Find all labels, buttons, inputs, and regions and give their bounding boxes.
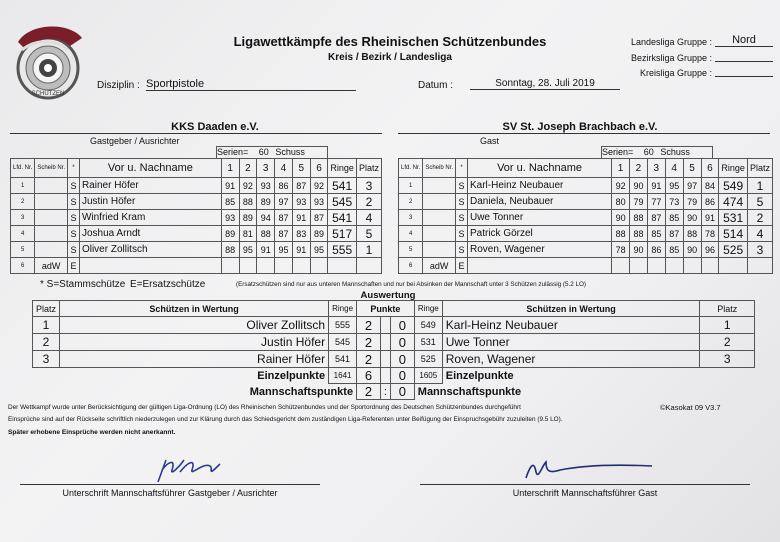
row-scheib	[35, 210, 68, 226]
row-series-2: 95	[239, 242, 257, 258]
row-series-3: 88	[257, 226, 275, 242]
row-series-4: 87	[275, 226, 293, 242]
row-series-6: 87	[310, 210, 328, 226]
row-platz: 2	[747, 210, 772, 226]
row-lfd: 2	[399, 194, 423, 210]
auswertung-row	[33, 351, 755, 368]
row-platz	[356, 258, 381, 274]
home-col-star: *	[68, 159, 80, 178]
home-header-row	[11, 159, 382, 178]
guest-col-series-2: 2	[630, 159, 648, 178]
row-name: Joshua Arndt	[79, 226, 221, 242]
home-shots-label: Schuss	[275, 147, 305, 157]
row-name: Roven, Wagener	[467, 242, 611, 258]
table-row	[399, 210, 773, 226]
row-type: S	[68, 226, 80, 242]
mannschaft-label-left: Mannschaftspunkte	[249, 385, 354, 398]
home-col-series-2: 2	[239, 159, 257, 178]
home-club-divider	[10, 133, 382, 134]
home-col-lfd: Lfd. Nr.	[11, 159, 35, 178]
legend-stamm: * S=Stammschütze	[40, 279, 126, 290]
row-name: Patrick Görzel	[467, 226, 611, 242]
row-scheib	[35, 242, 68, 258]
mannschaft-points-left: 2	[357, 384, 381, 400]
row-ringe: 555	[328, 242, 357, 258]
row-series-4: 95	[275, 242, 293, 258]
landesliga-value: Nord	[715, 34, 773, 47]
mannschaft-points-right: 0	[390, 384, 414, 400]
row-series-4	[275, 258, 293, 274]
footer-line-1: Der Wettkampf wurde unter Berücksichtigung der gültigen Liga-Ordnung (LO) des Rheinischen Schützenbundes und der Sportordnung des Deutschen Schützenbundes durchgeführt	[8, 404, 521, 411]
home-series-count: 60	[258, 147, 269, 157]
row-series-1: 89	[221, 226, 239, 242]
row-scheib	[423, 242, 456, 258]
row-scheib: adW	[35, 258, 68, 274]
mannschaft-label-right: Mannschaftspunkte	[417, 385, 522, 398]
row-series-2: 92	[239, 178, 257, 194]
row-lfd: 3	[399, 210, 423, 226]
table-row	[11, 194, 382, 210]
row-series-6: 91	[701, 210, 719, 226]
aw-name-left: Rainer Höfer	[60, 351, 329, 368]
home-club-name: KKS Daaden e.V.	[171, 121, 259, 133]
row-lfd: 4	[11, 226, 35, 242]
datum-value: Sonntag, 28. Juli 2019	[470, 78, 620, 90]
row-scheib	[423, 178, 456, 194]
aw-ringe-left: 545	[329, 334, 357, 351]
row-lfd: 1	[11, 178, 35, 194]
row-name: Winfried Kram	[79, 210, 221, 226]
guest-score-table	[398, 158, 773, 274]
row-ringe: 541	[328, 178, 357, 194]
guest-col-series-5: 5	[683, 159, 701, 178]
row-series-5	[292, 258, 310, 274]
home-role: Gastgeber / Ausrichter	[90, 136, 180, 146]
disziplin-value: Sportpistole	[146, 78, 356, 91]
row-type: S	[68, 210, 80, 226]
row-series-3: 89	[257, 194, 275, 210]
table-row	[399, 194, 773, 210]
signature-left-line	[20, 484, 320, 485]
table-row	[11, 258, 382, 274]
row-series-1: 93	[221, 210, 239, 226]
bezirksliga-label: Bezirksliga Gruppe :	[630, 53, 712, 63]
guest-shots-label: Schuss	[660, 147, 690, 157]
row-series-1	[221, 258, 239, 274]
row-series-1: 88	[221, 242, 239, 258]
row-series-2: 88	[630, 226, 648, 242]
home-col-scheib: Scheib Nr.	[35, 159, 68, 178]
row-platz: 2	[356, 194, 381, 210]
row-series-1: 85	[221, 194, 239, 210]
row-series-6: 96	[701, 242, 719, 258]
row-series-5: 97	[683, 178, 701, 194]
row-series-4: 73	[665, 194, 683, 210]
aw-platz-right: 3	[700, 351, 755, 368]
row-series-3: 77	[647, 194, 665, 210]
aw-points-gap	[380, 351, 390, 368]
guest-col-name: Vor u. Nachname	[467, 159, 611, 178]
row-type: E	[456, 258, 468, 274]
aw-points-left: 2	[357, 351, 381, 368]
aw-name-left: Justin Höfer	[60, 334, 329, 351]
aw-name-right: Karl-Heinz Neubauer	[442, 317, 700, 334]
row-ringe	[328, 258, 357, 274]
row-series-3: 85	[647, 226, 665, 242]
row-series-1: 92	[612, 178, 630, 194]
row-series-1	[612, 258, 630, 274]
table-row	[11, 210, 382, 226]
row-type: E	[68, 258, 80, 274]
guest-col-series-1: 1	[612, 159, 630, 178]
row-ringe: 517	[328, 226, 357, 242]
row-series-5: 79	[683, 194, 701, 210]
row-ringe	[719, 258, 748, 274]
row-type: S	[456, 210, 468, 226]
home-col-series-1: 1	[221, 159, 239, 178]
guest-club-divider	[398, 133, 770, 134]
bezirksliga-value	[715, 50, 773, 62]
row-ringe: 474	[719, 194, 748, 210]
row-type: S	[456, 242, 468, 258]
logo-text: SCHÜTZEN	[31, 91, 65, 97]
table-row	[11, 242, 382, 258]
row-ringe: 514	[719, 226, 748, 242]
table-row	[11, 226, 382, 242]
row-type: S	[456, 194, 468, 210]
home-col-series-4: 4	[275, 159, 293, 178]
auswertung-table	[32, 300, 755, 400]
landesliga-label: Landesliga Gruppe :	[630, 37, 712, 47]
row-series-5: 87	[292, 178, 310, 194]
row-series-5	[683, 258, 701, 274]
aw-points-left: 2	[357, 334, 381, 351]
row-ringe: 545	[328, 194, 357, 210]
home-col-series-3: 3	[257, 159, 275, 178]
row-series-2: 89	[239, 210, 257, 226]
row-ringe: 549	[719, 178, 748, 194]
row-series-5: 83	[292, 226, 310, 242]
row-scheib	[35, 226, 68, 242]
row-series-3: 86	[647, 242, 665, 258]
auswertung-row	[33, 317, 755, 334]
row-series-2: 90	[630, 178, 648, 194]
row-scheib	[423, 226, 456, 242]
row-series-6: 93	[310, 194, 328, 210]
einzel-points-right: 0	[390, 368, 414, 384]
aw-platz-left: 1	[33, 317, 60, 334]
row-series-2	[630, 258, 648, 274]
row-name: Uwe Tonner	[467, 210, 611, 226]
signature-right-label: Unterschrift Mannschaftsführer Gast	[512, 488, 658, 498]
row-lfd: 5	[399, 242, 423, 258]
home-col-series-6: 6	[310, 159, 328, 178]
aw-platz-left: 2	[33, 334, 60, 351]
kreisliga-label: Kreisliga Gruppe :	[639, 68, 712, 78]
home-series-label: Serien=	[217, 147, 249, 157]
row-platz: 5	[356, 226, 381, 242]
aw-name-left: Oliver Zollitsch	[60, 317, 329, 334]
row-series-4: 87	[665, 226, 683, 242]
aw-platz-right: 2	[700, 334, 755, 351]
row-series-4: 97	[275, 194, 293, 210]
row-lfd: 2	[11, 194, 35, 210]
row-series-5: 91	[292, 242, 310, 258]
row-lfd: 4	[399, 226, 423, 242]
guest-col-lfd: Lfd. Nr.	[399, 159, 423, 178]
row-ringe: 525	[719, 242, 748, 258]
signature-right-line	[420, 484, 750, 485]
row-series-2: 81	[239, 226, 257, 242]
footer-line-3: Später erhobene Einsprüche werden nicht anerkannt.	[8, 429, 176, 436]
row-series-1: 90	[612, 210, 630, 226]
aw-points-right: 0	[390, 351, 414, 368]
row-series-5: 93	[292, 194, 310, 210]
row-platz: 5	[747, 194, 772, 210]
row-series-3	[647, 258, 665, 274]
row-scheib: adW	[423, 258, 456, 274]
page-title: Ligawettkämpfe des Rheinischen Schützenbundes	[233, 34, 547, 49]
row-scheib	[35, 178, 68, 194]
home-col-ringe: Ringe	[328, 159, 357, 178]
aw-points-gap	[380, 317, 390, 334]
home-col-name: Vor u. Nachname	[79, 159, 221, 178]
row-series-6: 92	[310, 178, 328, 194]
table-row	[399, 226, 773, 242]
aw-name-right: Uwe Tonner	[442, 334, 700, 351]
row-type: S	[456, 226, 468, 242]
aw-platz-right: 1	[700, 317, 755, 334]
row-platz: 1	[747, 178, 772, 194]
guest-header-row	[399, 159, 773, 178]
row-series-6	[701, 258, 719, 274]
row-series-2: 88	[630, 210, 648, 226]
table-row	[399, 258, 773, 274]
legend-note: (Ersatzschützen sind nur aus unteren Mannschaften und nur bei Absinken der Mannschaft unter 3 Schützen zulässig (5.2 LO)	[236, 281, 587, 288]
row-name: Oliver Zollitsch	[79, 242, 221, 258]
row-series-6: 84	[701, 178, 719, 194]
guest-col-series-6: 6	[701, 159, 719, 178]
row-scheib	[423, 210, 456, 226]
guest-series-count: 60	[643, 147, 654, 157]
row-series-6: 86	[701, 194, 719, 210]
einzel-label-right: Einzelpunkte	[445, 369, 514, 382]
row-series-5: 90	[683, 242, 701, 258]
row-lfd: 6	[399, 258, 423, 274]
row-name: Daniela, Neubauer	[467, 194, 611, 210]
row-name	[467, 258, 611, 274]
auswertung-title: Auswertung	[360, 290, 416, 301]
aw-col-punkte: Punkte	[357, 301, 415, 317]
row-series-1: 88	[612, 226, 630, 242]
einzel-ringe-left: 1641	[329, 368, 357, 384]
row-scheib	[423, 194, 456, 210]
aw-col-ringe-right: Ringe	[414, 301, 442, 317]
guest-col-ringe: Ringe	[719, 159, 748, 178]
row-series-2: 88	[239, 194, 257, 210]
row-platz: 4	[747, 226, 772, 242]
row-name	[79, 258, 221, 274]
aw-col-platz-left: Platz	[33, 301, 60, 317]
row-series-4: 87	[275, 210, 293, 226]
aw-col-schuetzen-left: Schützen in Wertung	[60, 301, 329, 317]
row-scheib	[35, 194, 68, 210]
home-score-table	[10, 158, 382, 274]
einzel-points-left: 6	[357, 368, 381, 384]
row-series-4: 85	[665, 242, 683, 258]
legend-ersatz: E=Ersatzschütze	[130, 279, 206, 290]
home-col-series-5: 5	[292, 159, 310, 178]
row-series-1: 80	[612, 194, 630, 210]
aw-ringe-left: 541	[329, 351, 357, 368]
row-series-1: 91	[221, 178, 239, 194]
mannschaftspunkte-row	[33, 384, 755, 400]
row-series-3: 94	[257, 210, 275, 226]
einzel-gap	[380, 368, 390, 384]
disziplin-label: Disziplin :	[97, 80, 140, 91]
aw-ringe-right: 525	[414, 351, 442, 368]
row-series-6	[310, 258, 328, 274]
aw-col-ringe-left: Ringe	[329, 301, 357, 317]
auswertung-header-row	[33, 301, 755, 317]
row-type: S	[68, 178, 80, 194]
guest-series-header	[601, 146, 713, 158]
row-name: Justin Höfer	[79, 194, 221, 210]
row-ringe: 541	[328, 210, 357, 226]
row-series-5: 91	[292, 210, 310, 226]
footer-line-2: Einsprüche sind auf der Rückseite schriftlich niederzulegen und zur Klärung durch das Schiedsgericht dem zuständigen Liga-Referenten unter Beifügung der Einspruchsgebühr zuzuleiten (9.5 LO).	[8, 416, 563, 423]
row-series-2	[239, 258, 257, 274]
row-series-3	[257, 258, 275, 274]
row-name: Karl-Heinz Neubauer	[467, 178, 611, 194]
row-series-5: 90	[683, 210, 701, 226]
row-series-2: 90	[630, 242, 648, 258]
guest-col-scheib: Scheib Nr.	[423, 159, 456, 178]
auswertung-row	[33, 334, 755, 351]
row-series-3: 91	[647, 178, 665, 194]
row-platz: 3	[747, 242, 772, 258]
row-series-4	[665, 258, 683, 274]
page-subtitle: Kreis / Bezirk / Landesliga	[328, 52, 452, 63]
aw-platz-left: 3	[33, 351, 60, 368]
home-series-header	[216, 146, 328, 158]
row-lfd: 3	[11, 210, 35, 226]
table-row	[11, 178, 382, 194]
row-series-6: 78	[701, 226, 719, 242]
row-type: S	[68, 194, 80, 210]
row-platz: 4	[356, 210, 381, 226]
kreisliga-value	[715, 65, 773, 77]
row-series-2: 79	[630, 194, 648, 210]
row-series-4: 95	[665, 178, 683, 194]
row-series-6: 95	[310, 242, 328, 258]
row-lfd: 1	[399, 178, 423, 194]
einzel-label-left: Einzelpunkte	[257, 369, 326, 382]
aw-points-left: 2	[357, 317, 381, 334]
guest-club-name: SV St. Joseph Brachbach e.V.	[502, 121, 658, 133]
row-series-3: 93	[257, 178, 275, 194]
row-platz	[747, 258, 772, 274]
guest-col-star: *	[456, 159, 468, 178]
home-col-platz: Platz	[356, 159, 381, 178]
table-row	[399, 242, 773, 258]
row-lfd: 5	[11, 242, 35, 258]
mannschaft-separator: :	[380, 384, 390, 400]
aw-name-right: Roven, Wagener	[442, 351, 700, 368]
row-ringe: 531	[719, 210, 748, 226]
aw-ringe-right: 531	[414, 334, 442, 351]
aw-ringe-left: 555	[329, 317, 357, 334]
guest-col-platz: Platz	[747, 159, 772, 178]
row-series-6: 89	[310, 226, 328, 242]
guest-col-series-3: 3	[647, 159, 665, 178]
row-type: S	[456, 178, 468, 194]
aw-points-right: 0	[390, 334, 414, 351]
row-series-3: 87	[647, 210, 665, 226]
guest-role: Gast	[480, 136, 500, 146]
row-series-4: 86	[275, 178, 293, 194]
signature-left	[150, 452, 230, 486]
row-type: S	[68, 242, 80, 258]
datum-label: Datum :	[418, 80, 454, 91]
aw-ringe-right: 549	[414, 317, 442, 334]
row-series-4: 85	[665, 210, 683, 226]
einzelpunkte-row	[33, 368, 755, 384]
row-series-3: 91	[257, 242, 275, 258]
table-row	[399, 178, 773, 194]
row-series-1: 78	[612, 242, 630, 258]
aw-points-gap	[380, 334, 390, 351]
aw-col-platz-right: Platz	[700, 301, 755, 317]
aw-col-schuetzen-right: Schützen in Wertung	[442, 301, 700, 317]
guest-col-series-4: 4	[665, 159, 683, 178]
row-platz: 3	[356, 178, 381, 194]
row-series-5: 88	[683, 226, 701, 242]
guest-series-label: Serien=	[602, 147, 634, 157]
signature-left-label: Unterschrift Mannschaftsführer Gastgeber / Ausrichter	[62, 488, 278, 498]
aw-points-right: 0	[390, 317, 414, 334]
footer-copyright: ©Kasokat 09 V3.7	[660, 403, 721, 412]
signature-right	[520, 456, 660, 484]
einzel-ringe-right: 1605	[414, 368, 442, 384]
row-name: Rainer Höfer	[79, 178, 221, 194]
row-lfd: 6	[11, 258, 35, 274]
row-platz: 1	[356, 242, 381, 258]
